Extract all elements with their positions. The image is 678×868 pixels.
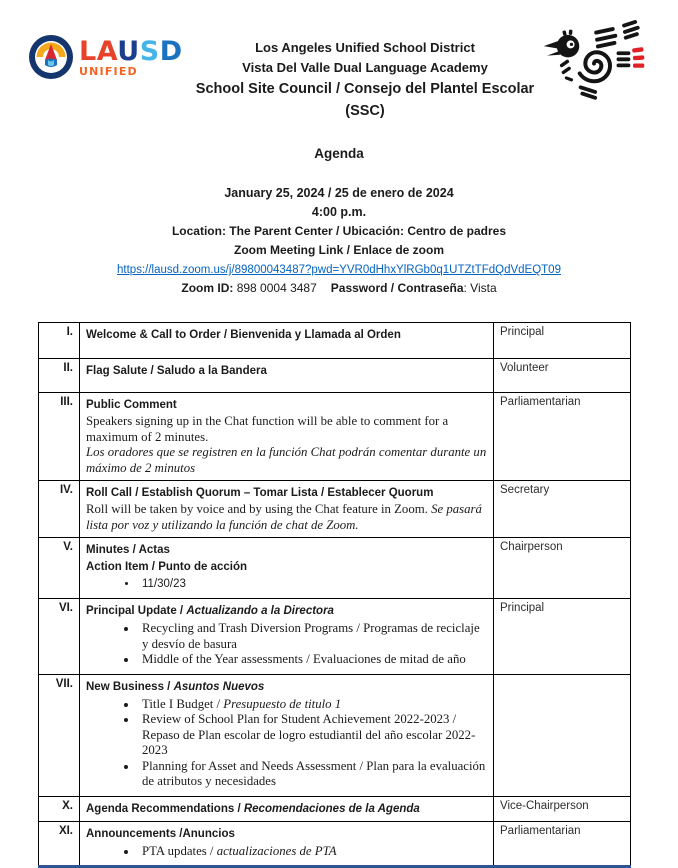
school-name: Vista Del Valle Dual Language Academy — [242, 60, 488, 75]
zoom-link-line — [0, 260, 678, 279]
aztec-bird-icon — [542, 16, 646, 104]
responsible-cell: Vice-Chairperson — [494, 796, 631, 821]
meeting-date: January 25, 2024 / 25 de enero de 2024 — [224, 186, 454, 200]
row-numeral: X. — [39, 796, 80, 821]
meeting-location: Location: The Parent Center / Ubicación: Centro de padres — [171, 224, 507, 238]
table-row — [39, 599, 631, 675]
bullet-list — [86, 621, 487, 668]
row-title: Principal Update / Actualizando a la Directora — [86, 605, 334, 617]
meeting-time: 4:00 p.m. — [311, 205, 367, 219]
row-numeral: IV. — [39, 481, 80, 538]
responsible-cell: Chairperson — [494, 538, 631, 599]
zoom-meeting-link[interactable]: https://lausd.zoom.us/j/89800043487?pwd=YVR0dHhxYlRGb0q1UTZtTFdQdVdEQT09 — [117, 264, 561, 276]
lausd-wordmark-letters: LAUSD — [79, 35, 183, 67]
list-item: • Review of School Plan for Student Achievement 2022-2023 / Repaso de Plan escolar de logro estudiantil del año escolar 2022-2023 — [138, 712, 487, 759]
list-item: • Middle of the Year assessments / Evaluaciones de mitad de año — [138, 652, 487, 668]
row-description: Roll will be taken by voice and by using the Chat feature in Zoom. Se pasará lista por voz y utilizando la función de chat de Zoom. — [86, 502, 482, 532]
list-item: • Title I Budget / Presupuesto de titulo 1 — [138, 697, 487, 713]
lausd-logo — [28, 34, 188, 80]
bullet-list — [86, 697, 487, 790]
council-name: School Site Council / Consejo del Plantel Escolar (SSC) — [195, 81, 535, 119]
zoom-id-label: Zoom ID: — [181, 281, 234, 295]
responsible-cell: Principal — [494, 599, 631, 675]
bullet-list — [86, 844, 487, 860]
table-row — [39, 821, 631, 867]
bullet-list — [86, 577, 487, 592]
lausd-wordmark — [79, 35, 183, 78]
district-name: Los Angeles Unified School District — [255, 40, 475, 55]
row-subtitle: Action Item / Punto de acción — [86, 561, 248, 573]
agenda-table — [38, 322, 631, 868]
zoom-link-label: Zoom Meeting Link / Enlace de zoom — [233, 243, 445, 257]
row-title: Public Comment — [86, 399, 177, 411]
unified-label: UNIFIED — [79, 64, 138, 78]
row-description-es: Los oradores que se registren en la función Chat podrán comentar durante un máximo de 2 minutos — [86, 445, 487, 475]
responsible-cell: Volunteer — [494, 359, 631, 393]
row-numeral: XI. — [39, 821, 80, 867]
zoom-credentials — [0, 279, 678, 298]
responsible-cell: Principal — [494, 323, 631, 359]
table-row — [39, 481, 631, 538]
table-row — [39, 796, 631, 821]
table-row — [39, 323, 631, 359]
password-value: : Vista — [463, 281, 497, 295]
row-title: Announcements /Anuncios — [86, 827, 235, 840]
responsible-cell: Secretary — [494, 481, 631, 538]
aztec-bird-logo — [542, 16, 650, 109]
table-row — [39, 538, 631, 599]
responsible-cell: Parliamentarian — [494, 821, 631, 867]
page-title: Agenda — [314, 146, 364, 161]
table-row — [39, 674, 631, 796]
table-row — [39, 393, 631, 481]
table-row — [39, 359, 631, 393]
list-item: • 11/30/23 — [138, 577, 487, 592]
responsible-cell — [494, 674, 631, 796]
list-item: • PTA updates / actualizaciones de PTA — [138, 844, 487, 860]
zoom-id-value: 898 0004 3487 — [233, 281, 317, 295]
row-numeral: III. — [39, 393, 80, 481]
row-numeral: VI. — [39, 599, 80, 675]
row-title: Flag Salute / Saludo a la Bandera — [86, 365, 267, 377]
lausd-seal-icon — [28, 34, 74, 80]
row-numeral: I. — [39, 323, 80, 359]
list-item: • Recycling and Trash Diversion Programs / Programas de reciclaje y desvío de basura — [138, 621, 487, 652]
row-numeral: V. — [39, 538, 80, 599]
row-numeral: II. — [39, 359, 80, 393]
row-title: Roll Call / Establish Quorum – Tomar Lista / Establecer Quorum — [86, 487, 434, 499]
meeting-info — [0, 184, 678, 298]
row-numeral: VII. — [39, 674, 80, 796]
list-item: • Planning for Asset and Needs Assessment / Plan para la evaluación de atributos y necesidades — [138, 759, 487, 790]
row-title: Agenda Recommendations / Recomendaciones de la Agenda — [86, 802, 420, 815]
password-label: Password / Contraseña — [330, 281, 464, 295]
row-title: Minutes / Actas — [86, 544, 170, 556]
document-header — [0, 0, 678, 122]
responsible-cell: Parliamentarian — [494, 393, 631, 481]
row-description-en: Speakers signing up in the Chat function will be able to comment for a maximum of 2 minutes. — [86, 414, 449, 444]
row-title: New Business / Asuntos Nuevos — [86, 680, 265, 693]
title-block — [188, 26, 542, 122]
row-title: Welcome & Call to Order / Bienvenida y Llamada al Orden — [86, 329, 401, 341]
